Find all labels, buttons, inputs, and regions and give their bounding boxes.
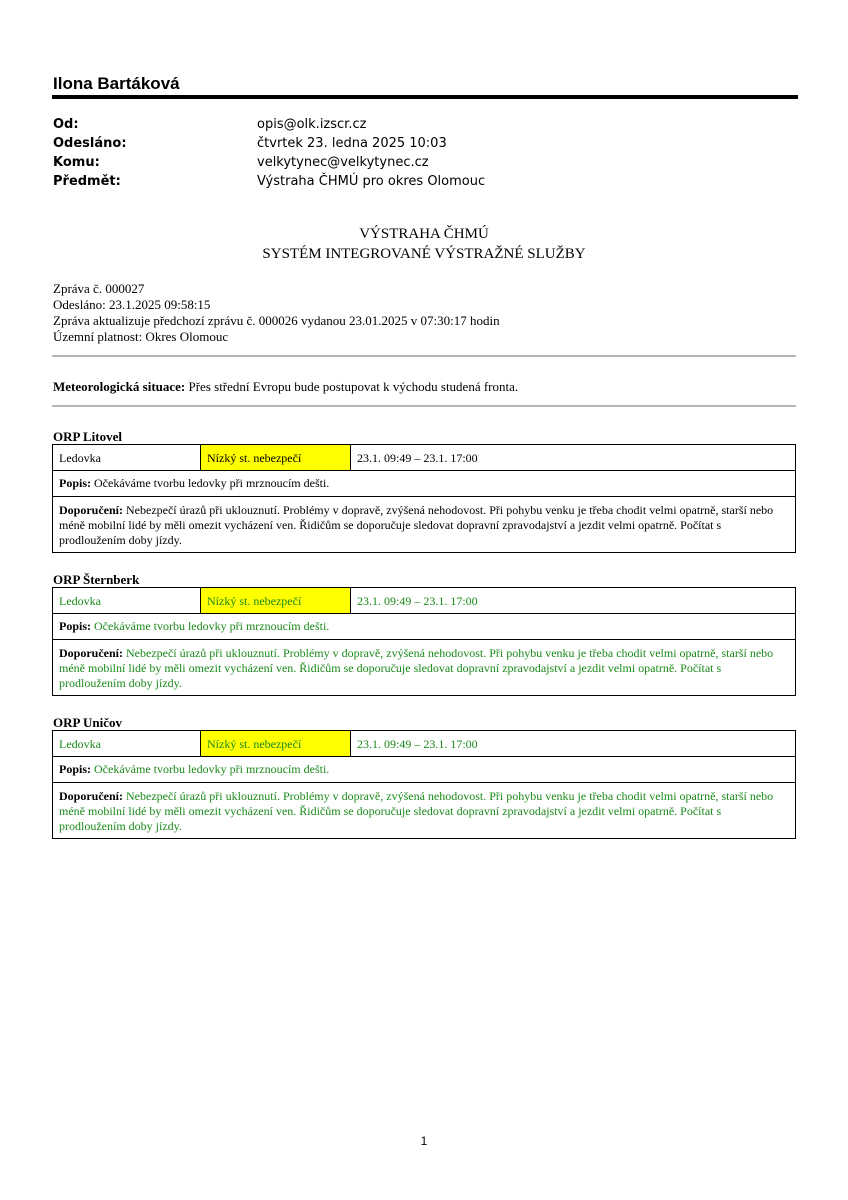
orp-title-sternberk: ORP Šternberk (53, 572, 140, 587)
orp-table-litovel (52, 444, 796, 553)
recommendation-label: Doporučení: (59, 789, 123, 803)
orp-title-litovel: ORP Litovel (53, 429, 122, 444)
orp-table-sternberk (52, 587, 796, 696)
to-label: Komu: (53, 155, 100, 170)
warning-row (53, 731, 795, 757)
warning-time: 23.1. 09:49 – 23.1. 17:00 (357, 594, 478, 608)
meteo-situation-text: Přes střední Evropu bude postupovat k východu studená fronta. (185, 379, 519, 394)
from-value: opis@olk.izscr.cz (257, 117, 367, 132)
message-sent: Odesláno: 23.1.2025 09:58:15 (53, 297, 211, 312)
sent-label: Odesláno: (53, 136, 127, 151)
description-text: Očekáváme tvorbu ledovky při mrznoucím dešti. (91, 619, 330, 633)
warning-type: Ledovka (53, 588, 201, 613)
sent-value: čtvrtek 23. ledna 2025 10:03 (257, 136, 447, 151)
message-update-note: Zpráva aktualizuje předchozí zprávu č. 000026 vydanou 23.01.2025 v 07:30:17 hodin (53, 313, 500, 328)
description-label: Popis: (59, 762, 92, 776)
header-to-row (53, 153, 485, 172)
description-row (53, 471, 795, 497)
divider (52, 405, 796, 407)
description-text: Očekáváme tvorbu ledovky při mrznoucím dešti. (91, 762, 330, 776)
divider (52, 355, 796, 357)
orp-table-unicov (52, 730, 796, 839)
recommendation-row (53, 640, 795, 695)
orp-title-unicov: ORP Uničov (53, 715, 122, 730)
warning-title: VÝSTRAHA ČHMÚ (359, 226, 489, 242)
recommendation-label: Doporučení: (59, 503, 123, 517)
sender-name: Ilona Bartáková (53, 74, 180, 93)
warning-level: Nízký st. nebezpečí (201, 588, 351, 613)
warning-type: Ledovka (53, 731, 201, 756)
warning-row (53, 588, 795, 614)
header-sent-row (53, 134, 485, 153)
warning-type: Ledovka (53, 445, 201, 470)
warning-level: Nízký st. nebezpečí (201, 445, 351, 470)
to-value: velkytynec@velkytynec.cz (257, 155, 429, 170)
header-subject-row (53, 172, 485, 191)
subject-value: Výstraha ČHMÚ pro okres Olomouc (257, 174, 486, 189)
recommendation-text: Nebezpečí úrazů při uklouznutí. Problémy v dopravě, zvýšená nehodovost. Při pohybu venku je třeba chodit velmi opatrně, starší nebo méně mobilní lidé by měli omezit vycházení ven. Řidičům se doporučuje sledovat dopravní zpravodajství a jezdit velmi opatrně. Počítat s prodloužením doby jízdy. (59, 646, 774, 690)
header-from-row (53, 115, 485, 134)
warning-time: 23.1. 09:49 – 23.1. 17:00 (357, 451, 478, 465)
description-label: Popis: (59, 619, 92, 633)
meteo-situation-label: Meteorologická situace: (53, 379, 186, 394)
warning-level: Nízký st. nebezpečí (201, 731, 351, 756)
description-row (53, 757, 795, 783)
from-label: Od: (53, 117, 79, 132)
description-row (53, 614, 795, 640)
page-number: 1 (420, 1134, 428, 1148)
description-label: Popis: (59, 476, 92, 490)
recommendation-text: Nebezpečí úrazů při uklouznutí. Problémy v dopravě, zvýšená nehodovost. Při pohybu venku je třeba chodit velmi opatrně, starší nebo méně mobilní lidé by měli omezit vycházení ven. Řidičům se doporučuje sledovat dopravní zpravodajství a jezdit velmi opatrně. Počítat s prodloužením doby jízdy. (59, 789, 774, 833)
description-text: Očekáváme tvorbu ledovky při mrznoucím dešti. (91, 476, 330, 490)
subject-label: Předmět: (53, 174, 121, 189)
recommendation-text: Nebezpečí úrazů při uklouznutí. Problémy v dopravě, zvýšená nehodovost. Při pohybu venku je třeba chodit velmi opatrně, starší nebo méně mobilní lidé by měli omezit vycházení ven. Řidičům se doporučuje sledovat dopravní zpravodajství a jezdit velmi opatrně. Počítat s prodloužením doby jízdy. (59, 503, 774, 547)
message-territory: Územní platnost: Okres Olomouc (53, 329, 229, 344)
header-rule (52, 95, 798, 99)
warning-subtitle: SYSTÉM INTEGROVANÉ VÝSTRAŽNÉ SLUŽBY (262, 246, 586, 262)
message-number: Zpráva č. 000027 (53, 281, 145, 296)
meteo-situation (53, 379, 518, 395)
email-header (53, 115, 485, 191)
recommendation-row (53, 497, 795, 552)
recommendation-row (53, 783, 795, 838)
warning-time: 23.1. 09:49 – 23.1. 17:00 (357, 737, 478, 751)
message-meta (53, 281, 500, 345)
recommendation-label: Doporučení: (59, 646, 123, 660)
warning-row (53, 445, 795, 471)
